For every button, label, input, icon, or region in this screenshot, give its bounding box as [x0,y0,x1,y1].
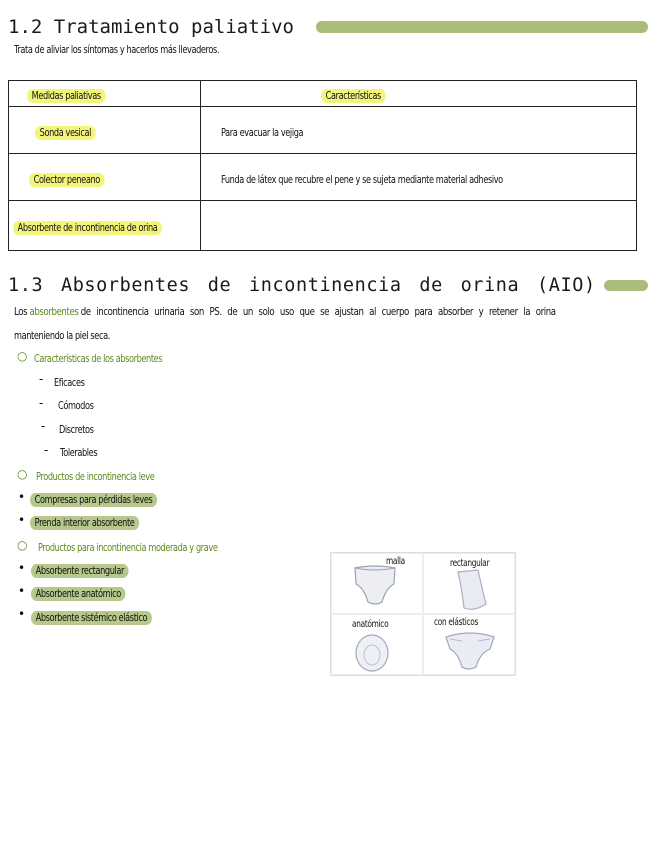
table-row [9,107,637,154]
circle-bullet-icon: ○ [17,349,28,363]
list-item: Absorbente anatómico [31,588,126,600]
table-cell-measure: Sonda vesical [35,126,96,140]
section-title: 1.3 Absorbentes de incontinencia de orina (AIO) [8,275,596,296]
palliative-measures-table [8,80,637,251]
paragraph-line-1: Los absorbentes de incontinencia urinaria son PS. de un solo uso que se ajustan al cuerpo para absorber y retener la orina [14,306,556,318]
list-item: Compresas para pérdidas leves [30,494,157,506]
list-item: Cómodos [58,400,94,412]
section-intro: Trata de aliviar los síntomas y hacerlos más llevaderos. [14,44,220,56]
table-cell-characteristic: Para evacuar la vejiga [221,126,304,139]
moderate-products-heading: Productos para incontinencia moderada y grave [38,542,218,554]
paragraph-line-2: manteniendo la piel seca. [14,330,110,342]
elastic-brief-icon [440,627,500,673]
list-item: Discretos [59,424,94,436]
table-header-characteristics: Características [321,89,386,103]
image-caption: con elásticos [434,617,479,628]
circle-bullet-icon: ○ [17,538,28,552]
table-row [9,154,637,201]
image-caption: malla [386,556,405,567]
section-heading-1-3 [8,275,648,296]
section-title: 1.2 Tratamiento paliativo [8,16,294,38]
heading-decoration-bar [604,280,648,291]
dash-bullet-icon: - [39,372,44,386]
anatomical-pad-icon [348,631,398,675]
section-heading-1-2 [8,16,648,38]
image-cell-elastic [423,614,515,675]
dot-bullet-icon: • [18,607,26,621]
table-cell-measure: Colector peneano [29,173,105,187]
list-item: Absorbente rectangular [31,565,129,577]
highlighted-term: absorbentes [29,306,79,318]
table-row [9,201,637,251]
light-products-heading: Productos de incontinencia leve [36,471,155,483]
image-caption: rectangular [450,558,490,569]
table-cell-measure: Absorbente de incontinencia de orina [13,221,162,235]
dot-bullet-icon: • [18,584,26,598]
brief-icon [350,562,400,608]
image-cell-rectangular [423,553,515,614]
dash-bullet-icon: - [39,396,44,410]
image-caption: anatómico [352,619,389,630]
dot-bullet-icon: • [18,490,26,504]
circle-bullet-icon: ○ [17,467,28,481]
dash-bullet-icon: - [41,419,46,433]
list-item: Prenda interior absorbente [30,517,139,529]
dot-bullet-icon: • [18,513,26,527]
list-item: Absorbente sistémico elástico [31,612,152,624]
list-item: Tolerables [60,447,98,459]
heading-decoration-bar [316,21,648,33]
dot-bullet-icon: • [18,561,26,575]
table-cell-characteristic: Funda de látex que recubre el pene y se sujeta mediante material adhesivo [221,173,503,186]
image-cell-anatomical [331,614,423,675]
list-item: Eficaces [54,377,85,389]
dash-bullet-icon: - [44,443,49,457]
image-cell-brief [331,553,423,614]
table-header-row [9,81,637,107]
absorbent-types-image [330,552,516,676]
characteristics-heading: Características de los absorbentes [34,353,163,365]
rectangular-pad-icon [444,568,494,614]
table-header-measures: Medidas paliativas [27,89,105,103]
